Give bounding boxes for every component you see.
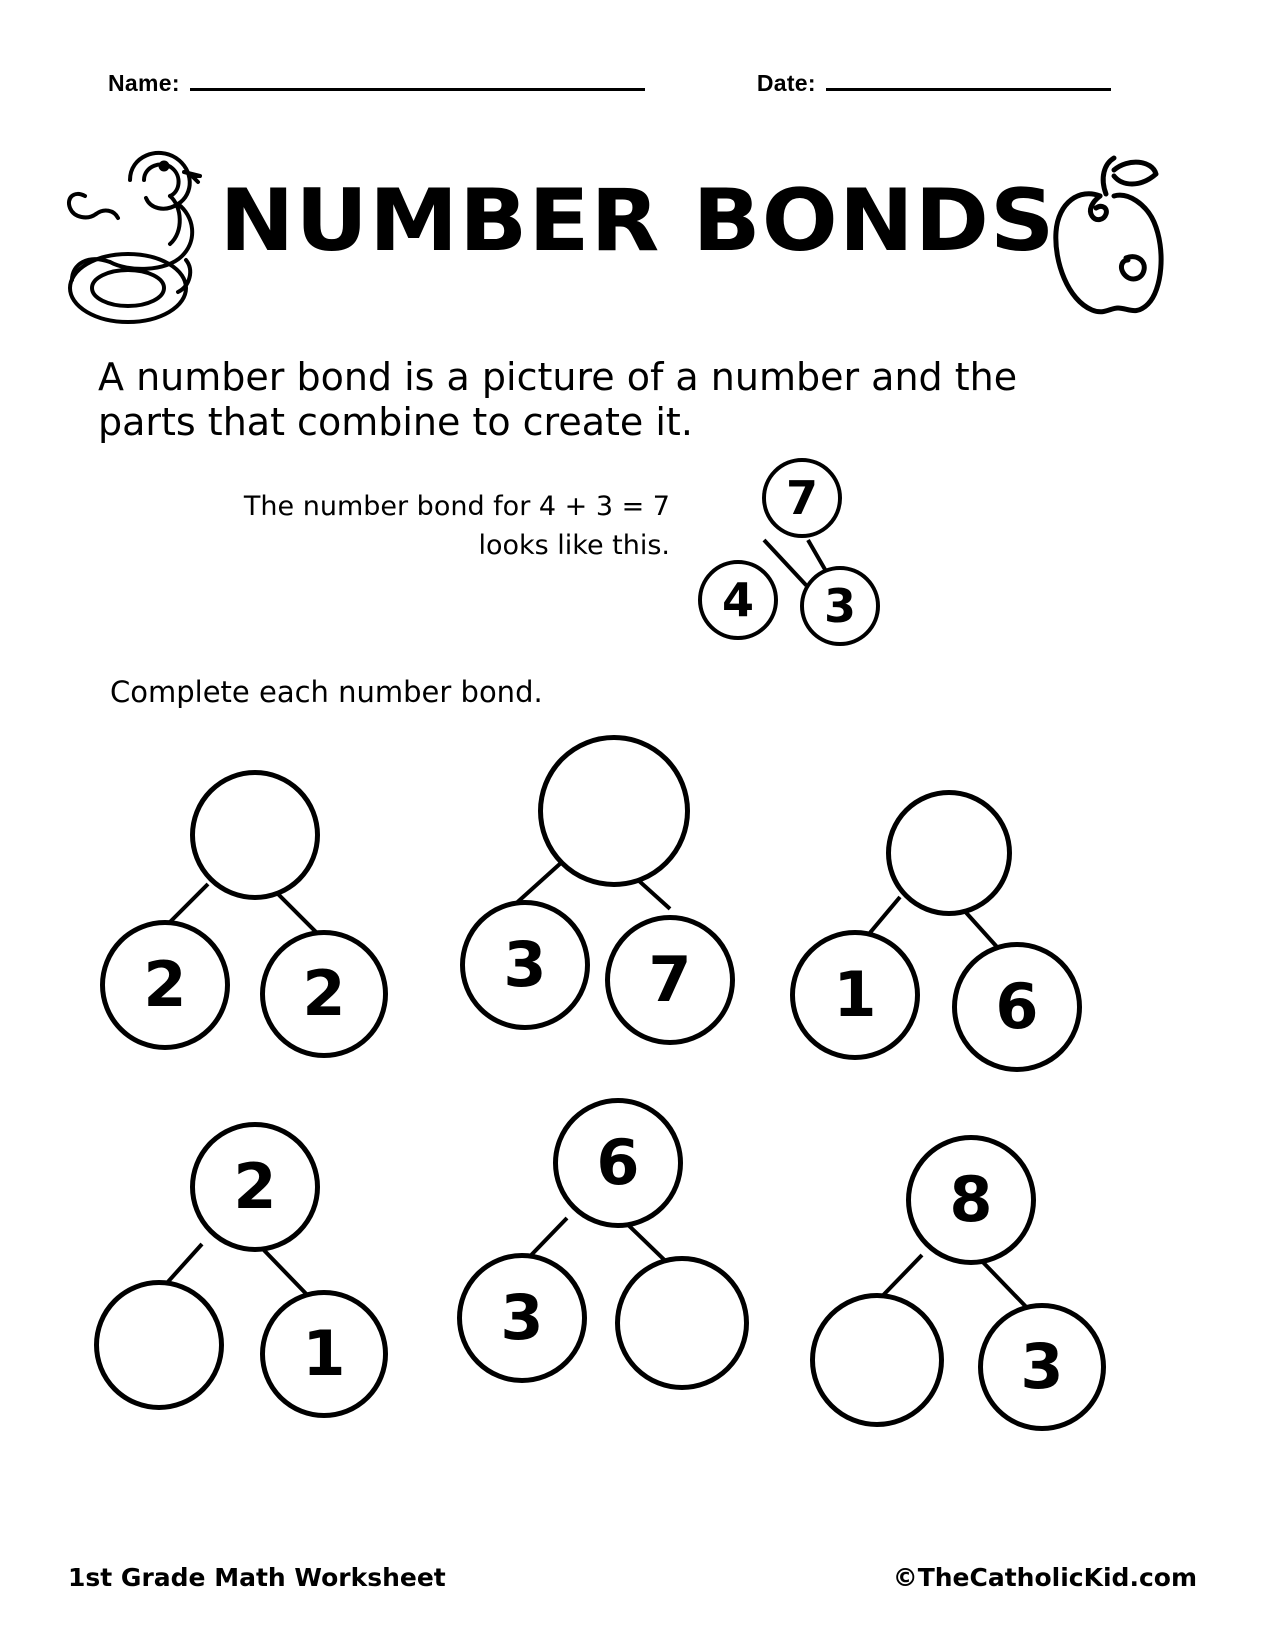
number-bond-2[interactable] — [450, 735, 750, 1035]
bond-5-whole-node[interactable]: 6 — [553, 1098, 683, 1228]
number-bond-1[interactable] — [100, 770, 400, 1070]
bond-1-whole-node[interactable] — [190, 770, 320, 900]
name-write-line[interactable] — [190, 88, 645, 91]
bond-2-part-left-node[interactable]: 3 — [460, 900, 590, 1030]
number-bond-6[interactable] — [810, 1135, 1110, 1435]
bond-3-part-left-node[interactable]: 1 — [790, 930, 920, 1060]
example-part-right-node: 3 — [800, 566, 880, 646]
intro-paragraph: A number bond is a picture of a number and the parts that combine to create it. — [98, 355, 1018, 444]
example-part-left-node: 4 — [698, 560, 778, 640]
example-number-bond — [680, 450, 900, 650]
number-bond-5[interactable] — [455, 1098, 755, 1398]
name-label: Name: — [108, 70, 180, 96]
bond-4-whole-node[interactable]: 2 — [190, 1122, 320, 1252]
bond-2-part-right-node[interactable]: 7 — [605, 915, 735, 1045]
bond-6-part-right-node[interactable]: 3 — [978, 1303, 1106, 1431]
example-whole-node: 7 — [762, 458, 842, 538]
footer-credit: ©TheCatholicKid.com — [892, 1563, 1197, 1592]
bond-4-part-left-node[interactable] — [94, 1280, 224, 1410]
bond-5-part-right-node[interactable] — [615, 1256, 749, 1390]
footer-grade-label: 1st Grade Math Worksheet — [68, 1563, 446, 1592]
bond-2-whole-node[interactable] — [538, 735, 690, 887]
number-bond-4[interactable] — [92, 1122, 392, 1422]
bond-6-part-left-node[interactable] — [810, 1293, 944, 1427]
bond-3-part-right-node[interactable]: 6 — [952, 942, 1082, 1072]
date-write-line[interactable] — [826, 88, 1111, 91]
date-field-group[interactable] — [757, 70, 1111, 97]
name-field-group[interactable] — [108, 70, 645, 97]
page-title: NUMBER BONDS — [219, 171, 1056, 271]
number-bond-3[interactable] — [790, 790, 1090, 1090]
name-date-row — [108, 70, 1167, 110]
bond-1-part-right-node[interactable]: 2 — [260, 930, 388, 1058]
instruction-text: Complete each number bond. — [110, 675, 543, 709]
bond-1-part-left-node[interactable]: 2 — [100, 920, 230, 1050]
bond-4-part-right-node[interactable]: 1 — [260, 1290, 388, 1418]
bond-3-whole-node[interactable] — [886, 790, 1012, 916]
date-label: Date: — [756, 70, 816, 96]
bond-5-part-left-node[interactable]: 3 — [457, 1253, 587, 1383]
example-caption: The number bond for 4 + 3 = 7 looks like this. — [243, 491, 670, 562]
bond-6-whole-node[interactable]: 8 — [906, 1135, 1036, 1265]
